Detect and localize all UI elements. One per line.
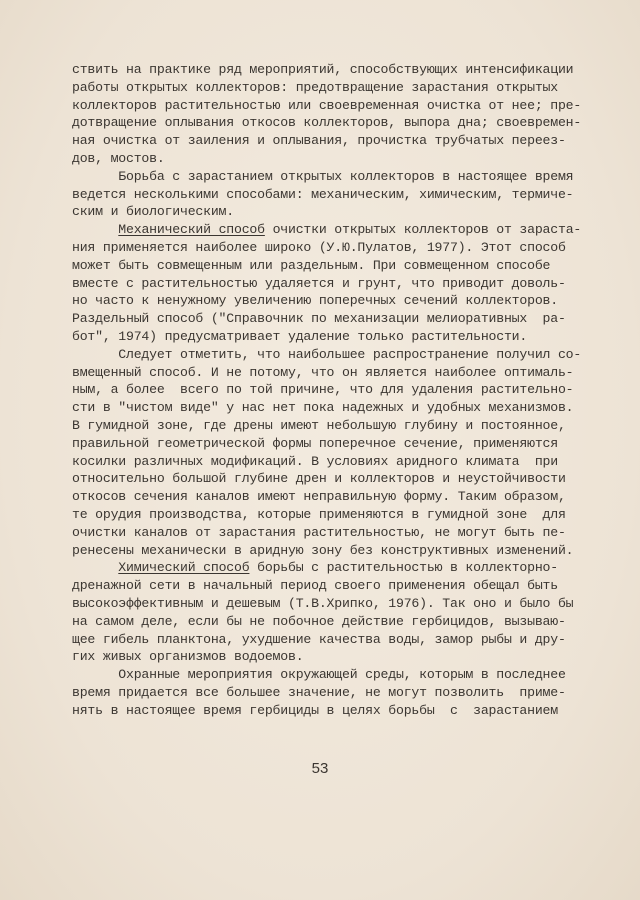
line-text: коллекторов растительностью или своевременная очистка от нее; пре- xyxy=(72,97,582,113)
line-text: борьбы с растительностью в коллекторно- xyxy=(249,560,558,576)
line-text: щее гибель планктона, ухудшение качества воды, замор рыбы и дру- xyxy=(72,631,566,647)
text-line xyxy=(72,435,582,453)
line-text: относительно большой глубине дрен и коллекторов и неустойчивости xyxy=(72,471,566,487)
text-line xyxy=(72,328,582,346)
text-line xyxy=(72,417,582,435)
line-text: бот", 1974) предусматривает удаление только растительности. xyxy=(72,328,528,344)
line-text: очистки каналов от зарастания растительностью, не могут быть пе- xyxy=(72,524,566,540)
line-text: ния применяется наиболее широко (У.Ю.Пулатов, 1977). Этот способ xyxy=(72,239,566,255)
text-line xyxy=(72,114,582,132)
text-line xyxy=(72,239,582,257)
text-line xyxy=(72,257,582,275)
text-line xyxy=(72,613,582,631)
text-line xyxy=(72,666,582,684)
text-line xyxy=(72,524,582,542)
text-line xyxy=(72,346,582,364)
line-text: те орудия производства, которые применяются в гумидной зоне для xyxy=(72,506,566,522)
line-text: ским и биологическим. xyxy=(72,204,234,220)
line-text: В гумидной зоне, где дрены имеют небольшую глубину и постоянное, xyxy=(72,417,566,433)
line-text: но часто к ненужному увеличению поперечных сечений коллекторов. xyxy=(72,293,558,309)
line-text: может быть совмещенным или раздельным. При совмещенном способе xyxy=(72,257,551,273)
text-line xyxy=(72,381,582,399)
line-text: Раздельный способ ("Справочник по механизации мелиоративных ра- xyxy=(72,311,566,327)
paragraph xyxy=(72,221,582,346)
text-line xyxy=(72,168,582,186)
line-text: вмещенный способ. И не потому, что он является наиболее оптималь- xyxy=(72,364,574,380)
underlined-term: Механический способ xyxy=(118,222,265,238)
text-line xyxy=(72,292,582,310)
text-line xyxy=(72,150,582,168)
text-line xyxy=(72,275,582,293)
text-line xyxy=(72,595,582,613)
line-text: время придается все большее значение, не могут позволить приме- xyxy=(72,684,566,700)
text-line xyxy=(72,488,582,506)
text-line xyxy=(72,702,582,720)
indent xyxy=(72,560,118,575)
text-line xyxy=(72,684,582,702)
text-line xyxy=(72,186,582,204)
line-text: ным, а более всего по той причине, что для удаления растительно- xyxy=(72,382,574,398)
text-line xyxy=(72,648,582,666)
text-line xyxy=(72,61,582,79)
line-text: ренесены механически в аридную зону без конструктивных изменений. xyxy=(72,542,574,558)
text-line xyxy=(72,132,582,150)
body-text xyxy=(72,61,582,719)
line-text: дов, мостов. xyxy=(72,150,165,166)
text-line xyxy=(72,577,582,595)
text-line xyxy=(72,221,582,239)
text-line xyxy=(72,97,582,115)
paragraph xyxy=(72,559,582,666)
line-text: работы открытых коллекторов: предотвращение зарастания открытых xyxy=(72,79,558,95)
line-text: косилки различных модификаций. В условиях аридного климата при xyxy=(72,453,558,469)
line-text: очистки открытых коллекторов от зараста- xyxy=(264,222,582,238)
paragraph xyxy=(72,666,582,719)
underlined-term: Химический способ xyxy=(118,560,250,576)
text-line xyxy=(72,559,582,577)
text-line xyxy=(72,506,582,524)
paragraph xyxy=(72,346,582,560)
text-line xyxy=(72,470,582,488)
text-line xyxy=(72,542,582,560)
text-line xyxy=(72,364,582,382)
text-line xyxy=(72,399,582,417)
line-text: откосов сечения каналов имеют неправильную форму. Таким образом, xyxy=(72,489,566,505)
line-text: нять в настоящее время гербициды в целях борьбы с зарастанием xyxy=(72,702,558,718)
line-text: ведется несколькими способами: механическим, химическим, термиче- xyxy=(72,186,574,202)
line-text: дотвращение оплывания откосов коллекторов, выпора дна; своевремен- xyxy=(72,115,582,131)
line-text: Борьба с зарастанием открытых коллекторов в настоящее время xyxy=(72,168,574,184)
page-number: 53 xyxy=(311,760,329,777)
line-text: Охранные мероприятия окружающей среды, которым в последнее xyxy=(72,667,566,683)
line-text: ная очистка от заиления и оплывания, прочистка трубчатых переез- xyxy=(72,133,566,149)
line-text: Следует отметить, что наибольшее распространение получил со- xyxy=(72,346,582,362)
line-text: высокоэффективным и дешевым (Т.В.Хрипко, 1976). Так оно и было бы xyxy=(72,595,574,611)
text-line xyxy=(72,203,582,221)
line-text: дренажной сети в начальный период своего применения обещал быть xyxy=(72,578,558,594)
text-line xyxy=(72,631,582,649)
line-text: сти в "чистом виде" у нас нет пока надежных и удобных механизмов. xyxy=(72,400,574,416)
indent xyxy=(72,222,118,237)
text-line xyxy=(72,453,582,471)
line-text: правильной геометрической формы поперечное сечение, применяются xyxy=(72,435,558,451)
text-line xyxy=(72,310,582,328)
line-text: гих живых организмов водоемов. xyxy=(72,649,304,665)
line-text: ствить на практике ряд мероприятий, способствующих интенсификации xyxy=(72,62,574,77)
line-text: на самом деле, если бы не побочное действие гербицидов, вызываю- xyxy=(72,613,566,629)
line-text: вместе с растительностью удаляется и грунт, что приводит доволь- xyxy=(72,275,566,291)
paragraph xyxy=(72,168,582,221)
text-line xyxy=(72,79,582,97)
paragraph xyxy=(72,61,582,168)
